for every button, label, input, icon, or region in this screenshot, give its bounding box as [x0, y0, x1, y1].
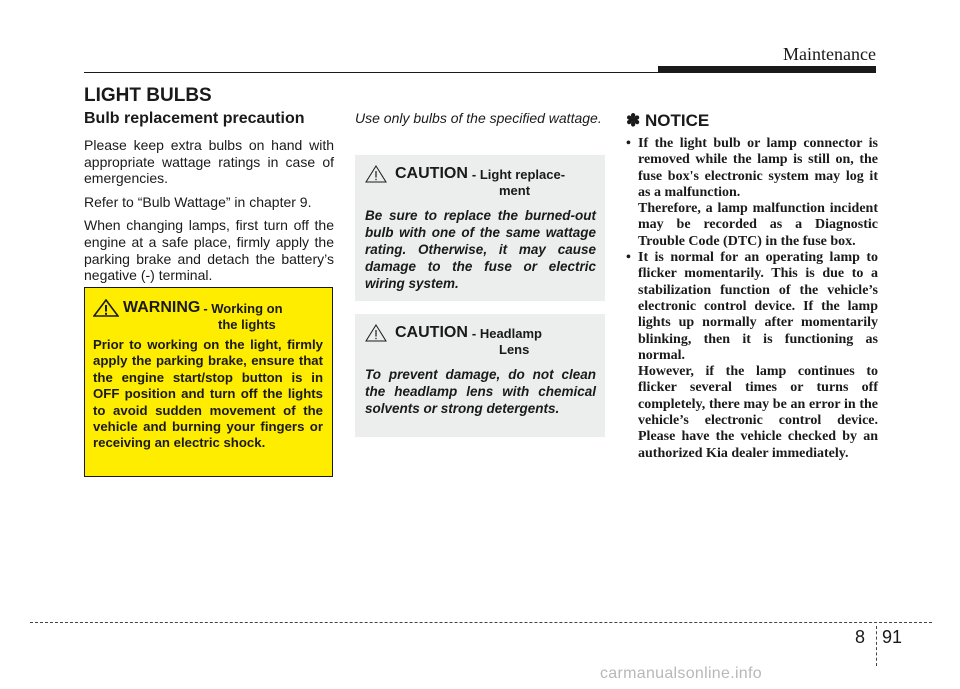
caution-header	[365, 324, 596, 342]
notice-list	[626, 136, 878, 462]
list-item	[626, 136, 878, 250]
notice-title: ✽ NOTICE	[626, 111, 710, 130]
footer-rule	[30, 622, 932, 623]
caution-subtitle-continued: ment	[499, 183, 531, 198]
body-paragraph: Please keep extra bulbs on hand with appropriate wattage ratings in case of emergencies.	[84, 137, 334, 187]
bulb-precaution-heading: Bulb replacement precaution	[84, 110, 305, 127]
list-item	[626, 250, 878, 462]
watermark: carmanualsonline.info	[600, 665, 762, 682]
warning-label: WARNING	[123, 299, 201, 316]
header-rule	[84, 72, 658, 73]
caution-subtitle: - Light replace-	[471, 167, 566, 182]
warning-subtitle: - Working on	[203, 301, 283, 316]
page-number: 91	[882, 627, 903, 647]
caution-subtitle: - Headlamp	[471, 326, 542, 341]
notice-text: It is normal for an operating lamp to flicker momentarily. This is due to a stabilization function of the vehicle’s electronic control device. If the lamp lights up normally after momentarily blinking, then it is functioning as normal.	[638, 250, 878, 363]
warning-body: Prior to working on the light, firmly apply the parking brake, ensure that the engine start/stop button is in OFF position and turn off the lights to avoid sudden movement of the vehicle and burning your fingers or receiving an electric shock.	[93, 337, 323, 451]
caution-header	[365, 165, 596, 183]
notice-text: Therefore, a lamp malfunction incident may be recorded as a Diagnostic Trouble Code (DTC) in the fuse box.	[638, 201, 878, 249]
caution-triangle-icon	[365, 324, 387, 342]
bullet-icon: •	[626, 136, 631, 151]
section-title: LIGHT BULBS	[84, 85, 212, 106]
bulb-wattage-note: Use only bulbs of the specified wattage.	[355, 110, 602, 126]
notice-text: If the light bulb or lamp connector is removed while the lamp is still on, the fuse box's electronic system may log it as a malfunction.	[638, 136, 878, 200]
caution-box-headlamp-lens	[355, 314, 605, 437]
chapter-number: 8	[855, 627, 866, 647]
warning-box	[84, 287, 333, 477]
page-number-divider	[876, 626, 877, 666]
notice-text: However, if the lamp continues to flicker several times or turns off completely, there may be an error in the vehicle’s electronic control device. Please have the vehicle checked by an authorized Kia dealer immediately.	[638, 364, 878, 461]
header-rule-accent	[658, 66, 876, 73]
bulb-precaution-column	[84, 110, 334, 291]
body-paragraph: Refer to “Bulb Wattage” in chapter 9.	[84, 193, 312, 210]
caution-triangle-icon	[365, 165, 387, 183]
header-section-title: Maintenance	[783, 44, 876, 64]
caution-body: To prevent damage, do not clean the headlamp lens with chemical solvents or strong detergents.	[365, 367, 596, 416]
caution-subtitle-continued: Lens	[499, 342, 530, 357]
body-paragraph: When changing lamps, first turn off the engine at a safe place, firmly apply the parking brake and detach the battery’s negative (-) terminal.	[84, 217, 334, 284]
bullet-icon: •	[626, 250, 631, 266]
warning-triangle-icon	[93, 299, 119, 317]
caution-label: CAUTION	[395, 324, 468, 341]
caution-body: Be sure to replace the burned-out bulb with one of the same wattage rating. Otherwise, it may cause damage to the fuse or electric wiring system.	[365, 208, 596, 291]
caution-box-light-replacement	[355, 155, 605, 301]
caution-label: CAUTION	[395, 165, 468, 182]
warning-subtitle-continued: the lights	[218, 317, 276, 332]
warning-header	[93, 299, 323, 317]
